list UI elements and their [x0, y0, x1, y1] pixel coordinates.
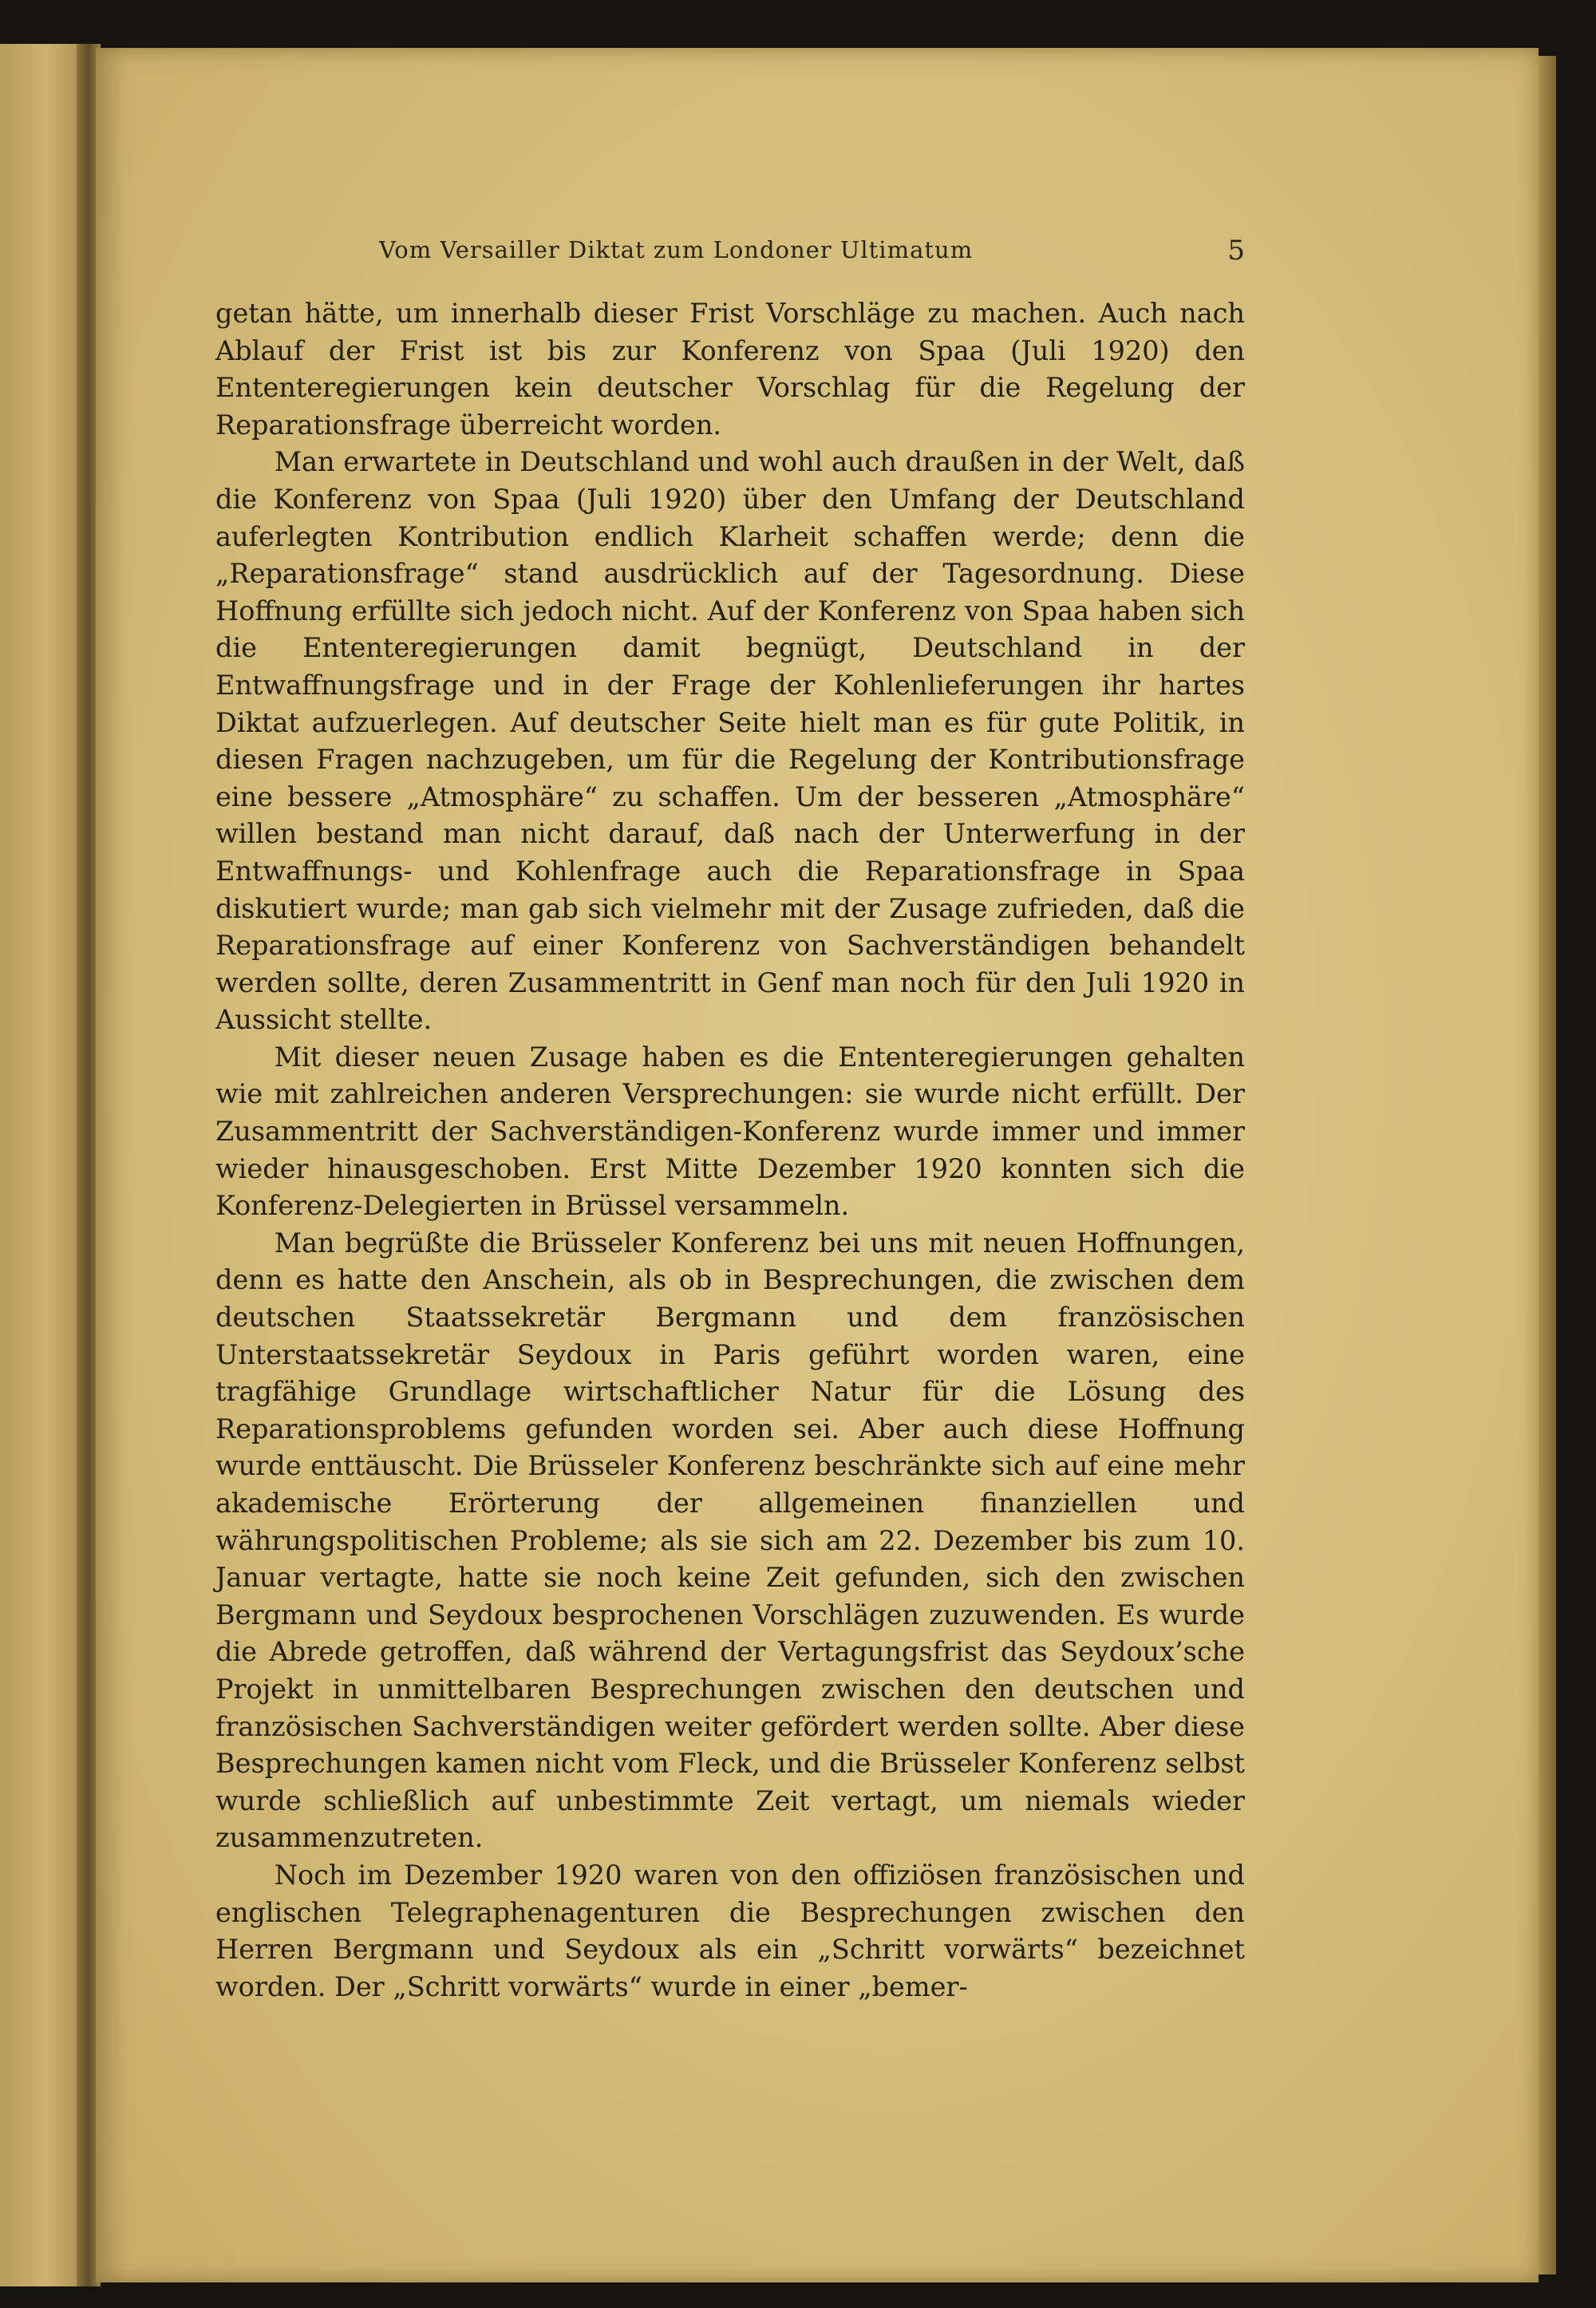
- paragraph-5: Noch im Dezember 1920 waren von den offiziösen französischen und englischen Telegraphenagenturen die Besprechungen zwischen den Herren Bergmann und Seydoux als ein „Schritt vorwärts“ bezeichnet worden. Der „Schritt vorwärts“ wurde in einer „bemer-: [215, 1859, 1245, 2002]
- paragraph-3: Mit dieser neuen Zusage haben es die Ententeregierungen gehalten wie mit zahlreichen anderen Versprechungen: sie wurde nicht erfüllt. Der Zusammentritt der Sachverständigen-Konferenz wurde immer und immer wieder hinausgeschoben. Erst Mitte Dezember 1920 konnten sich die Konferenz-Delegierten in Brüssel versammeln.: [215, 1041, 1245, 1222]
- paragraph-1: getan hätte, um innerhalb dieser Frist Vorschläge zu machen. Auch nach Ablauf der Frist ist bis zur Konferenz von Spaa (Juli 1920) den Ententeregierungen kein deutscher Vorschlag für die Regelung der Reparationsfrage überreicht worden.: [215, 298, 1245, 441]
- page-number: 5: [1227, 235, 1245, 267]
- page-header: [291, 236, 1245, 273]
- body-text: [215, 295, 1245, 2006]
- paragraph-2: Man erwartete in Deutschland und wohl auch draußen in der Welt, daß die Konferenz von Spaa (Juli 1920) über den Umfang der Deutschland auferlegten Kontribution endlich Klarheit schaffen werde; denn die „Reparationsfrage“ stand ausdrücklich auf der Tagesordnung. Diese Hoffnung erfüllte sich jedoch nicht. Auf der Konferenz von Spaa haben sich die Ententeregierungen damit begnügt, Deutschland in der Entwaffnungsfrage und in der Frage der Kohlenlieferungen ihr hartes Diktat aufzuerlegen. Auf deutscher Seite hielt man es für gute Politik, in diesen Fragen nachzugeben, um für die Regelung der Kontributionsfrage eine bessere „Atmosphäre“ zu schaffen. Um der besseren „Atmosphäre“ willen bestand man nicht darauf, daß nach der Unterwerfung in der Entwaffnungs- und Kohlenfrage auch die Reparationsfrage in Spaa diskutiert wurde; man gab sich vielmehr mit der Zusage zufrieden, daß die Reparationsfrage auf einer Konferenz von Sachverständigen behandelt werden sollte, deren Zusammentritt in Genf man noch für den Juli 1920 in Aussicht stellte.: [215, 446, 1245, 1036]
- page-fore-edge: [1539, 56, 1556, 2274]
- running-title: Vom Versailler Diktat zum Londoner Ultimatum: [379, 236, 974, 263]
- left-page-edge: [0, 44, 86, 2286]
- paragraph-4: Man begrüßte die Brüsseler Konferenz bei uns mit neuen Hoffnungen, denn es hatte den Anschein, als ob in Besprechungen, die zwischen dem deutschen Staatssekretär Bergmann und dem französischen Unterstaatssekretär Seydoux in Paris geführt worden waren, eine tragfähige Grundlage wirtschaftlicher Natur für die Lösung des Reparationsproblems gefunden worden sei. Aber auch diese Hoffnung wurde enttäuscht. Die Brüsseler Konferenz beschränkte sich auf eine mehr akademische Erörterung der allgemeinen finanziellen und währungspolitischen Probleme; als sie sich am 22. Dezember bis zum 10. Januar vertagte, hatte sie noch keine Zeit gefunden, sich den zwischen Bergmann und Seydoux besprochenen Vorschlägen zuzuwenden. Es wurde die Abrede getroffen, daß während der Vertagungsfrist das Seydoux’sche Projekt in unmittelbaren Besprechungen zwischen den deutschen und französischen Sachverständigen weiter gefördert werden sollte. Aber diese Besprechungen kamen nicht vom Fleck, und die Brüsseler Konferenz selbst wurde schließlich auf unbestimmte Zeit vertagt, um niemals wieder zusammenzutreten.: [215, 1227, 1245, 1854]
